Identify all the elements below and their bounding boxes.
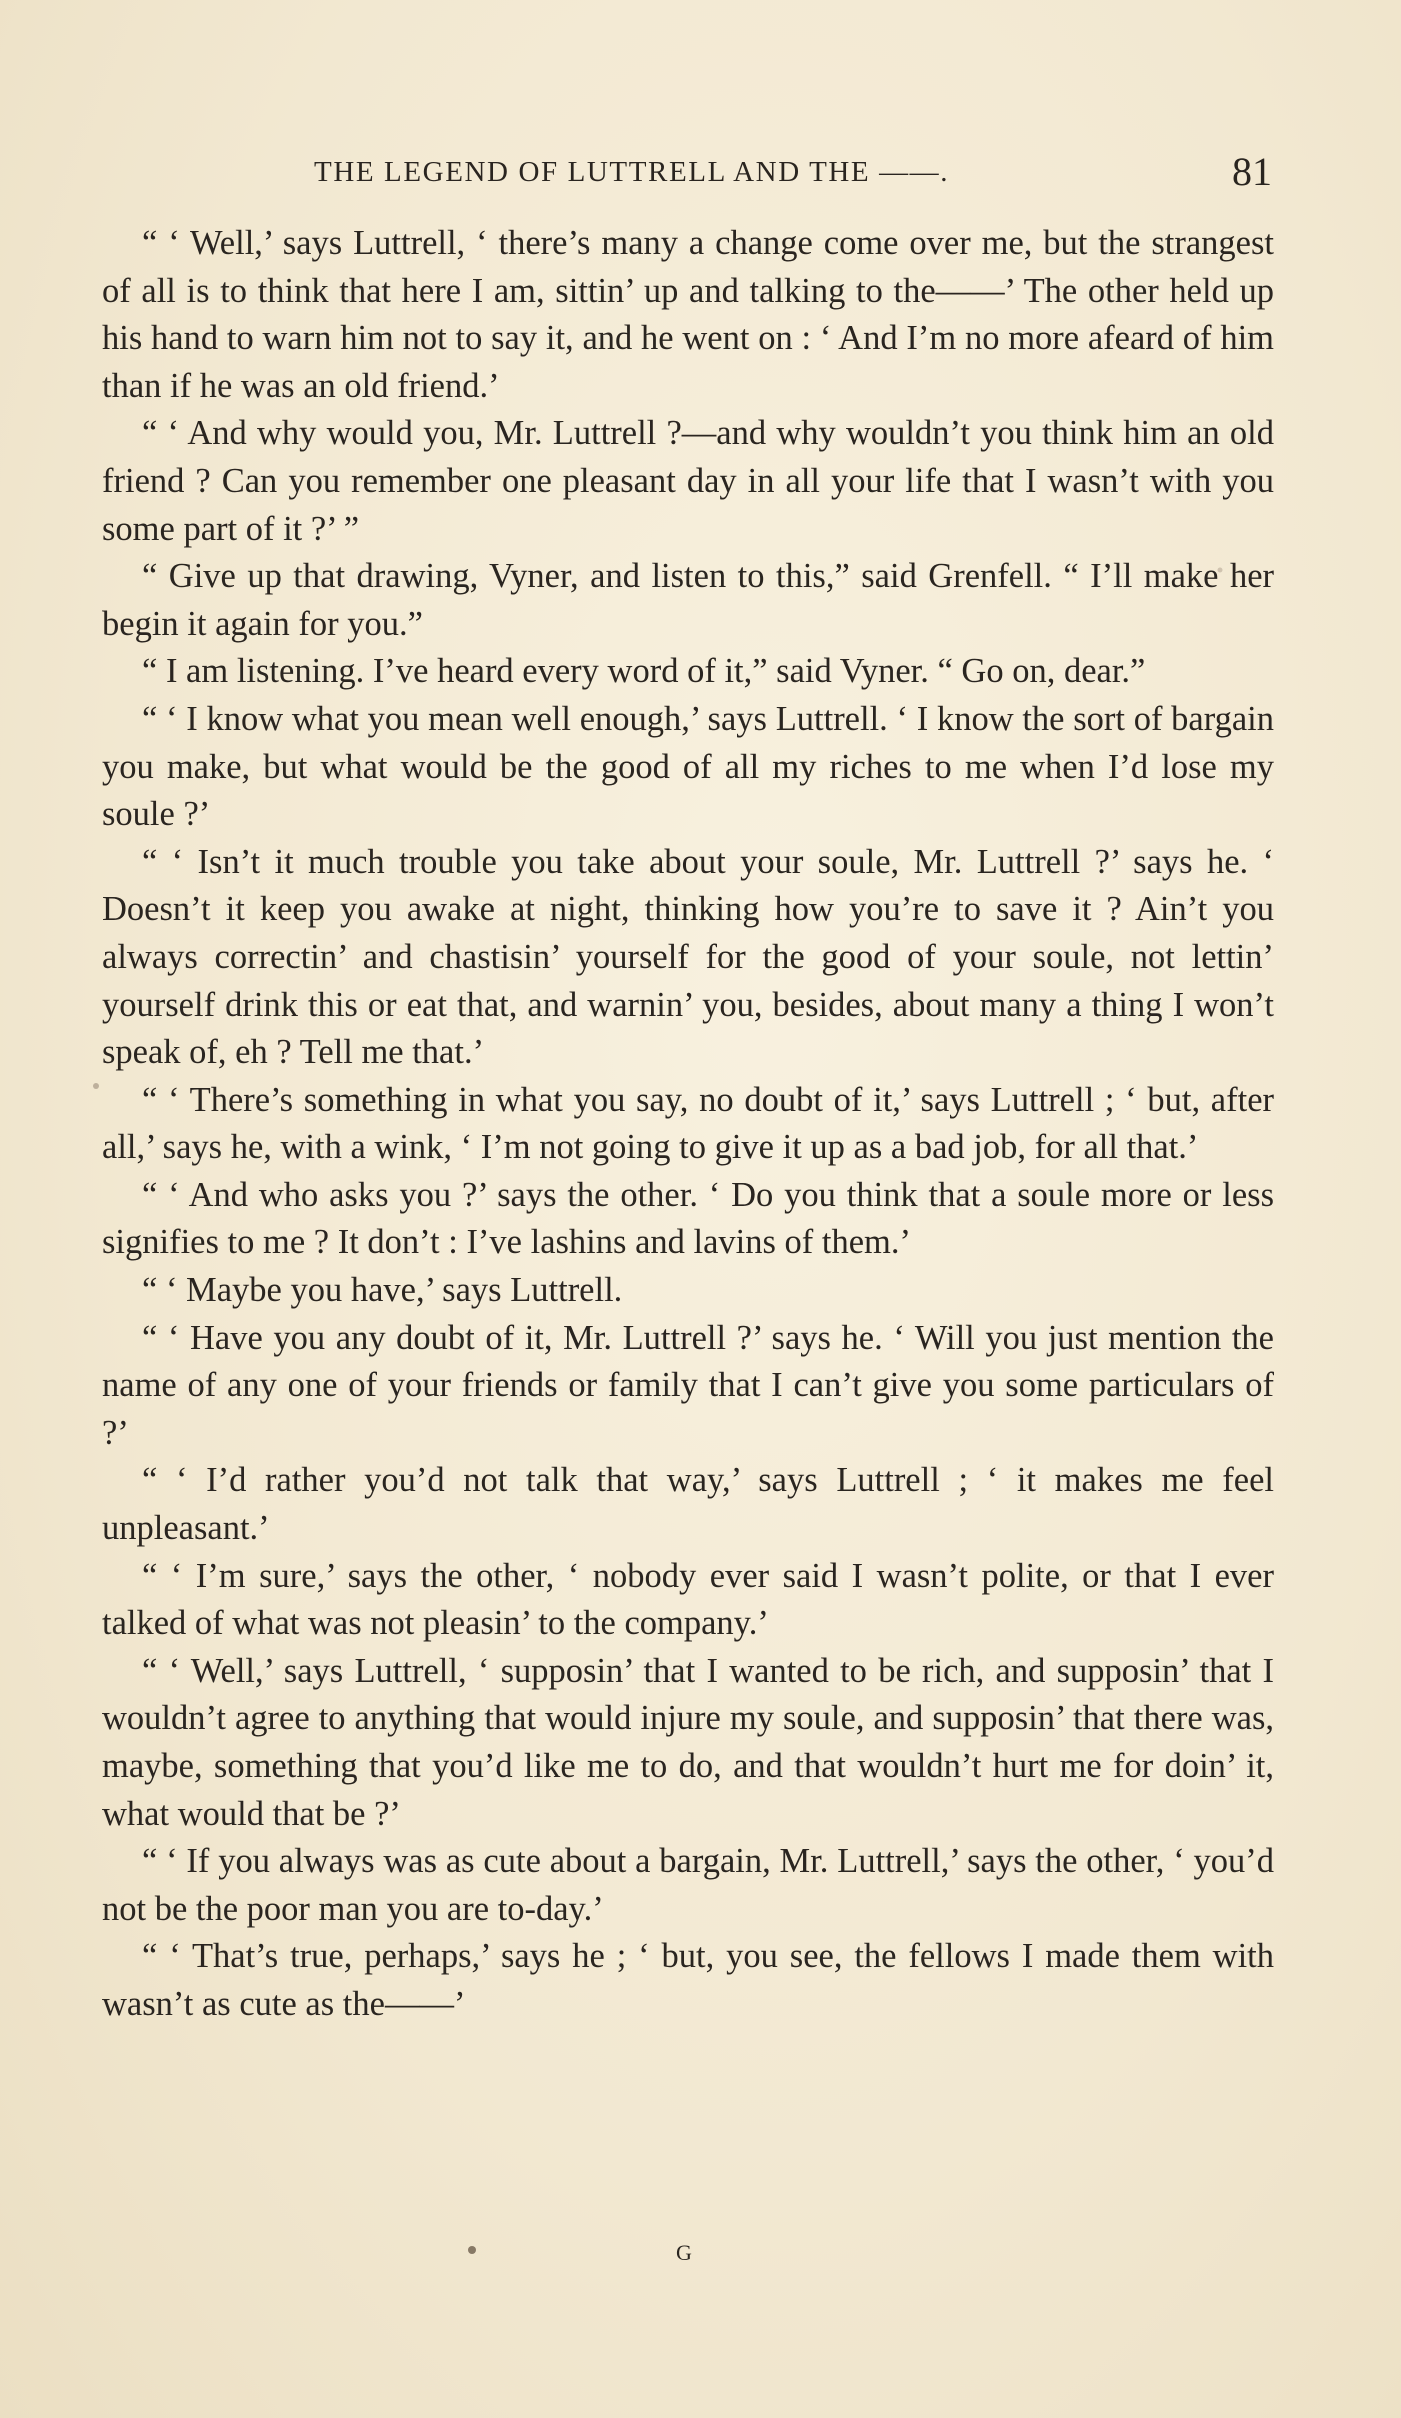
- paragraph: “ ‘ Well,’ says Luttrell, ‘ supposin’ that I wanted to be rich, and supposin’ that I wouldn’t agree to anything that would injure my soule, and supposin’ that there was, maybe, something that you’d like me to do, and that wouldn’t hurt me for doin’ it, what would that be ?’: [102, 1651, 1274, 1833]
- paragraph: “ ‘ Have you any doubt of it, Mr. Luttrell ?’ says he. ‘ Will you just mention the name of any one of your friends or family that I can’t give you some particulars of ?’: [102, 1318, 1274, 1452]
- ink-speck: [93, 1083, 99, 1089]
- paragraph: “ ‘ I know what you mean well enough,’ says Luttrell. ‘ I know the sort of bargain you make, but what would be the good of all my riches to me when I’d lose my soule ?’: [102, 699, 1274, 834]
- paragraph: “ ‘ And why would you, Mr. Luttrell ?—and why wouldn’t you think him an old friend ? Can you remember one pleasant day in all your life that I wasn’t with you some part of it ?’ ”: [102, 414, 1274, 548]
- running-head: [102, 148, 1272, 198]
- paragraph: “ ‘ Maybe you have,’ says Luttrell.: [142, 1271, 623, 1310]
- paragraph: “ ‘ Isn’t it much trouble you take about your soule, Mr. Luttrell ?’ says he. ‘ Doesn’t it keep you awake at night, thinking how you’re to save it ? Ain’t you always correctin’ and chastisin’ yourself for the good of your soule, not lettin’ yourself drink this or eat that, and warnin’ you, besides, about many a thing I won’t speak of, eh ? Tell me that.’: [102, 842, 1274, 1072]
- signature-mark: G: [676, 2240, 692, 2265]
- paragraph: “ Give up that drawing, Vyner, and listen to this,” said Grenfell. “ I’ll make her begin it again for you.”: [102, 557, 1274, 643]
- page-footer: [0, 2240, 1401, 2280]
- paragraph: “ ‘ I’d rather you’d not talk that way,’ says Luttrell ; ‘ it makes me feel unpleasant.’: [102, 1461, 1274, 1548]
- paragraph: “ ‘ Well,’ says Luttrell, ‘ there’s many a change come over me, but the strangest of all is to think that here I am, sittin’ up and talking to the——’ The other held up his hand to warn him not to say it, and he went on : ‘ And I’m no more afeard of him than if he was an old friend.’: [102, 224, 1274, 405]
- page-number: 81: [1232, 149, 1272, 194]
- paragraph: “ I am listening. I’ve heard every word of it,” said Vyner. “ Go on, dear.”: [142, 652, 1146, 691]
- paragraph: “ ‘ There’s something in what you say, no doubt of it,’ says Luttrell ; ‘ but, after all,’ says he, with a wink, ‘ I’m not going to give it up as a bad job, for all that.’: [102, 1080, 1274, 1167]
- paragraph: “ ‘ If you always was as cute about a bargain, Mr. Luttrell,’ says the other, ‘ you’d not be the poor man you are to-day.’: [102, 1842, 1274, 1928]
- paragraph: “ ‘ That’s true, perhaps,’ says he ; ‘ but, you see, the fellows I made them with wasn’t as cute as the——’: [102, 1937, 1274, 2023]
- running-title: THE LEGEND OF LUTTRELL AND THE ——.: [314, 156, 950, 188]
- paragraph: “ ‘ And who asks you ?’ says the other. ‘ Do you think that a soule more or less signifies to me ? It don’t : I’ve lashins and lavins of them.’: [102, 1175, 1274, 1262]
- body-text: [102, 220, 1274, 2029]
- paragraph: “ ‘ I’m sure,’ says the other, ‘ nobody ever said I wasn’t polite, or that I ever talked of what was not pleasin’ to the company.’: [102, 1556, 1274, 1643]
